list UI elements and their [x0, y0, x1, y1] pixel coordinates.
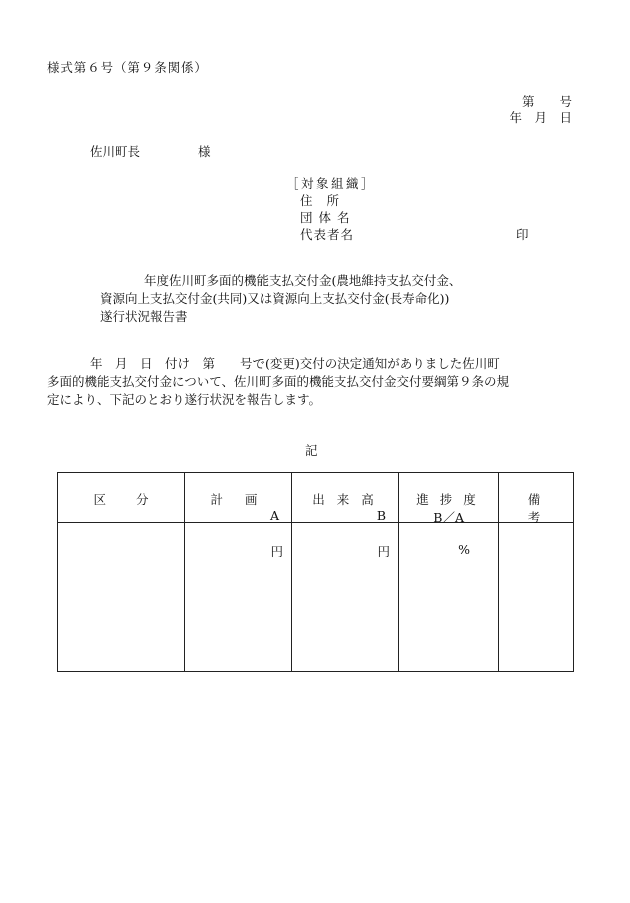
body-paragraph	[47, 355, 577, 409]
title-line-3: 遂行状況報告書	[100, 309, 188, 324]
header-progress	[399, 473, 499, 523]
organization-title: ［対象組織］	[286, 176, 377, 191]
address-label: 住所	[300, 193, 354, 208]
addressee-honorific: 様	[198, 144, 211, 159]
title-line-1: 年度佐川町多面的機能支払交付金(農地維持支払交付金、	[144, 273, 462, 288]
unit-yen: 円	[377, 544, 390, 559]
table-row	[58, 523, 574, 672]
addressee-name: 佐川町長	[90, 144, 141, 159]
header-plan	[185, 473, 292, 523]
seal-mark: 印	[516, 227, 529, 242]
addressee	[90, 142, 211, 160]
form-number: 様式第６号（第９条関係）	[47, 60, 208, 75]
progress-table	[57, 472, 574, 672]
header-actual	[292, 473, 399, 523]
header-label: 区分	[93, 492, 179, 507]
header-label: 出来高	[312, 492, 386, 507]
unit-yen: 円	[270, 544, 283, 559]
document-number: 第 号	[521, 94, 572, 109]
header-label: 計画	[210, 492, 280, 507]
header-sub: B	[376, 508, 386, 523]
header-category	[58, 473, 185, 523]
body-line-3: 定により、下記のとおり遂行状況を報告します。	[47, 392, 322, 407]
report-title	[100, 272, 461, 326]
ki-heading: 記	[305, 443, 318, 458]
header-sub: B／A	[433, 510, 464, 525]
cell-category[interactable]	[58, 523, 185, 672]
header-label: 進捗度	[416, 492, 487, 507]
header-sub: A	[269, 508, 279, 523]
organization-block	[286, 175, 529, 243]
title-line-2: 資源向上支払交付金(共同)又は資源向上支払交付金(長寿命化))	[100, 291, 450, 306]
body-line-2: 多面的機能支払交付金について、佐川町多面的機能支払交付金交付要綱第９条の規	[47, 374, 510, 389]
table-header-row	[58, 473, 574, 523]
group-name-label: 団体名	[300, 210, 356, 225]
unit-percent: %	[458, 542, 470, 557]
document-date: 年 月 日	[509, 110, 572, 125]
body-line-1: 年 月 日 付け 第 号で(変更)交付の決定通知がありました佐川町	[90, 356, 500, 371]
cell-actual[interactable]	[292, 523, 399, 672]
representative-label: 代表者名	[300, 227, 355, 242]
header-remarks	[499, 473, 574, 523]
cell-plan[interactable]	[185, 523, 292, 672]
cell-progress[interactable]	[399, 523, 499, 672]
header-label: 備考	[527, 492, 571, 525]
cell-remarks[interactable]	[499, 523, 574, 672]
